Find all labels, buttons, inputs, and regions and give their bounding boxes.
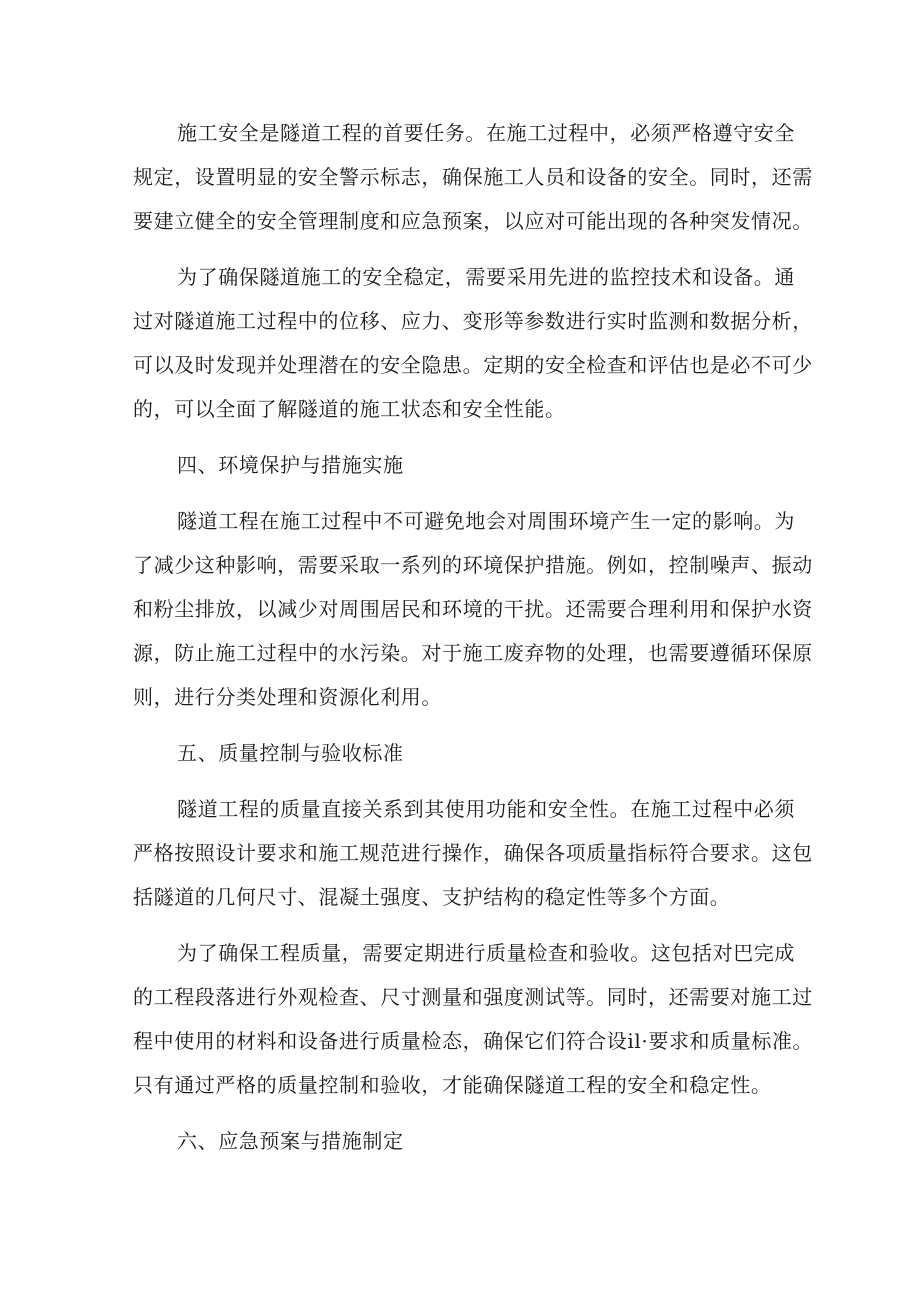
section-heading-6: 六、应急预案与措施制定 bbox=[177, 1129, 404, 1153]
paragraph-5-line-2: 的工程段落进行外观检查、尺寸测量和强度测试等。同时，还需要对施工过 bbox=[133, 985, 813, 1009]
paragraph-4-line-3: 括隧道的几何尺寸、混凝土强度、支护结构的稳定性等多个方面。 bbox=[133, 885, 731, 909]
paragraph-3-line-1: 隧道工程在施工过程中不可避免地会对周围环境产生一定的影响。为 bbox=[177, 509, 795, 533]
section-heading-4: 四、环境保护与措施实施 bbox=[177, 453, 404, 477]
paragraph-2-line-1: 为了确保隧道施工的安全稳定，需要采用先进的监控技术和设备。通 bbox=[177, 265, 795, 289]
paragraph-2-line-2: 过对隧道施工过程中的位移、应力、变形等参数进行实时监测和数据分析， bbox=[133, 309, 813, 333]
paragraph-1-line-1: 施工安全是隧道工程的首要任务。在施工过程中，必须严格遵守安全 bbox=[177, 121, 795, 145]
paragraph-3-line-5: 则，进行分类处理和资源化利用。 bbox=[133, 685, 442, 709]
paragraph-3-line-4: 源，防止施工过程中的水污染。对于施工废弃物的处理，也需要遵循环保原 bbox=[133, 641, 813, 665]
paragraph-4-line-2: 严格按照设计要求和施工规范进行操作，确保各项质量指标符合要求。这包 bbox=[133, 841, 813, 865]
paragraph-3-line-2: 了减少这种影响，需要采取一系列的环境保护措施。例如，控制噪声、振动 bbox=[133, 553, 813, 577]
paragraph-5-line-4: 只有通过严格的质量控制和验收，才能确保隧道工程的安全和稳定性。 bbox=[133, 1073, 772, 1097]
paragraph-5-line-3: 程中使用的材料和设备进行质量检态，确保它们符合设il·要求和质量标准。 bbox=[133, 1029, 814, 1053]
paragraph-2-line-3: 可以及时发现并处理潜在的安全隐患。定期的安全检查和评估也是必不可少 bbox=[133, 353, 813, 377]
paragraph-4-line-1: 隧道工程的质量直接关系到其使用功能和安全性。在施工过程中必须 bbox=[177, 797, 795, 821]
paragraph-1-line-3: 要建立健全的安全管理制度和应急预案，以应对可能出现的各种突发情况。 bbox=[133, 209, 813, 233]
paragraph-3-line-3: 和粉尘排放，以减少对周围居民和环境的干扰。还需要合理利用和保护水资 bbox=[133, 597, 813, 621]
section-heading-5: 五、质量控制与验收标准 bbox=[177, 741, 404, 765]
paragraph-5-line-1: 为了确保工程质量，需要定期进行质量检查和验收。这包括对巴完成 bbox=[177, 941, 795, 965]
paragraph-1-line-2: 规定，设置明显的安全警示标志，确保施工人员和设备的安全。同时，还需 bbox=[133, 165, 813, 189]
paragraph-2-line-4: 的，可以全面了解隧道的施工状态和安全性能。 bbox=[133, 397, 566, 421]
